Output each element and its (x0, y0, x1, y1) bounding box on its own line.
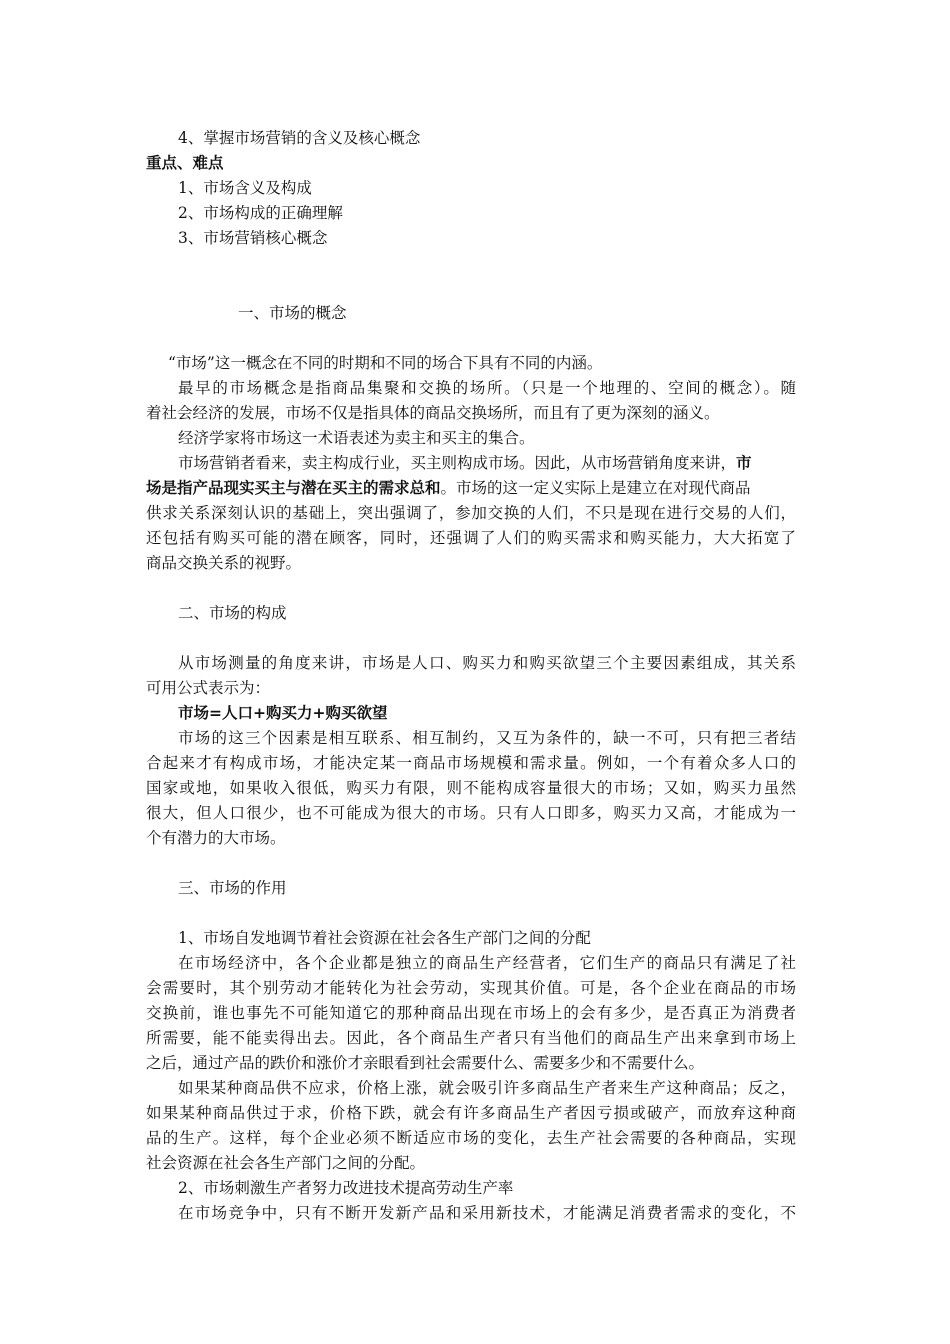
section-1-paragraph-2-line-1: 最早的市场概念是指商品集聚和交换的场所。（只是一个地理的、空间的概念）。随 (178, 379, 796, 397)
key-point-item-2: 2、市场构成的正确理解 (178, 204, 343, 222)
objective-item-4: 4、掌握市场营销的含义及核心概念 (178, 129, 421, 147)
section-1-paragraph-4-line-2 (146, 476, 751, 501)
section-3-paragraph-1-line-1: 在市场经济中，各个企业都是独立的商品生产经营者，它们生产的商品只有满足了社 (178, 954, 796, 972)
section-3-paragraph-2-line-3: 品的生产。这样，每个企业必须不断适应市场的变化，去生产社会需要的各种商品，实现 (146, 1129, 796, 1147)
market-definition-bold: 场是指产品现实买主与潜在买主的需求总和 (146, 479, 441, 497)
section-3-title: 三、市场的作用 (178, 879, 287, 897)
section-3-paragraph-1-line-3: 交换前，谁也事先不可能知道它的那种商品出现在市场上的会有多少，是否真正为消费者 (146, 1004, 796, 1022)
section-1-paragraph-1: “市场”这一概念在不同的时期和不同的场合下具有不同的内涵。 (168, 354, 603, 372)
section-2-paragraph-1-line-1: 从市场测量的角度来讲，市场是人口、购买力和购买欲望三个主要因素组成，其关系 (178, 654, 796, 672)
section-2-paragraph-2-line-1: 市场的这三个因素是相互联系、相互制约，又互为条件的，缺一不可，只有把三者结 (178, 729, 796, 747)
section-3-paragraph-1-line-5: 之后，通过产品的跌价和涨价才亲眼看到社会需要什么、需要多少和不需要什么。 (146, 1054, 705, 1072)
section-1-paragraph-4-line-3: 供求关系深刻认识的基础上，突出强调了，参加交换的人们，不只是现在进行交易的人们， (146, 504, 796, 522)
market-formula: 市场=人口+购买力+购买欲望 (178, 704, 388, 722)
section-2-paragraph-2-line-5: 个有潜力的大市场。 (146, 829, 286, 847)
market-definition-bold: 市 (736, 454, 752, 472)
section-2-paragraph-1-line-2: 可用公式表示为： (146, 679, 271, 697)
section-2-title: 二、市场的构成 (178, 604, 287, 622)
section-2-paragraph-2-line-4: 很大，但人口很少，也不可能成为很大的市场。只有人口即多，购买力又高，才能成为一 (146, 804, 796, 822)
section-3-subheading-1: 1、市场自发地调节着社会资源在社会各生产部门之间的分配 (178, 929, 591, 947)
section-2-paragraph-2-line-3: 国家或地，如果收入很低，购买力有限，则不能构成容量很大的市场；又如，购买力虽然 (146, 779, 796, 797)
key-point-item-1: 1、市场含义及构成 (178, 179, 312, 197)
section-3-paragraph-1-line-4: 所需要，能不能卖得出去。因此，各个商品生产者只有当他们的商品生产出来拿到市场上 (146, 1029, 796, 1047)
section-3-paragraph-3-line-1: 在市场竞争中，只有不断开发新产品和采用新技术，才能满足消费者需求的变化，不 (178, 1204, 796, 1222)
section-3-subheading-2: 2、市场刺激生产者努力改进技术提高劳动生产率 (178, 1179, 514, 1197)
section-1-title: 一、市场的概念 (238, 304, 347, 322)
key-point-item-3: 3、市场营销核心概念 (178, 229, 328, 247)
section-1-paragraph-4-line-4: 还包括有购买可能的潜在顾客，同时，还强调了人们的购买需求和购买能力，大大拓宽了 (146, 529, 796, 547)
section-1-paragraph-2-line-2: 着社会经济的发展，市场不仅是指具体的商品交换场所，而且有了更为深刻的涵义。 (146, 404, 720, 422)
section-3-paragraph-2-line-1: 如果某种商品供不应求，价格上涨，就会吸引许多商品生产者来生产这种商品；反之， (178, 1079, 796, 1097)
section-1-paragraph-4-line-5: 商品交换关系的视野。 (146, 554, 302, 572)
section-1-paragraph-3: 经济学家将市场这一术语表述为卖主和买主的集合。 (178, 429, 535, 447)
paragraph-text: 市场营销者看来，卖主构成行业，买主则构成市场。因此，从市场营销角度来讲， (178, 454, 737, 472)
section-3-paragraph-2-line-2: 如果某种商品供过于求，价格下跌，就会有许多商品生产者因亏损或破产，而放弃这种商 (146, 1104, 796, 1122)
section-1-paragraph-4-line-1 (178, 451, 752, 476)
section-2-paragraph-2-line-2: 合起来才有构成市场，才能决定某一商品市场规模和需求量。例如，一个有着众多人口的 (146, 754, 796, 772)
section-3-paragraph-1-line-2: 会需要时，其个别劳动才能转化为社会劳动，实现其价值。可是，各个企业在商品的市场 (146, 979, 796, 997)
key-points-heading: 重点、难点 (146, 154, 224, 172)
section-3-paragraph-2-line-4: 社会资源在社会各生产部门之间的分配。 (146, 1154, 426, 1172)
paragraph-text: 。市场的这一定义实际上是建立在对现代商品 (440, 479, 751, 497)
